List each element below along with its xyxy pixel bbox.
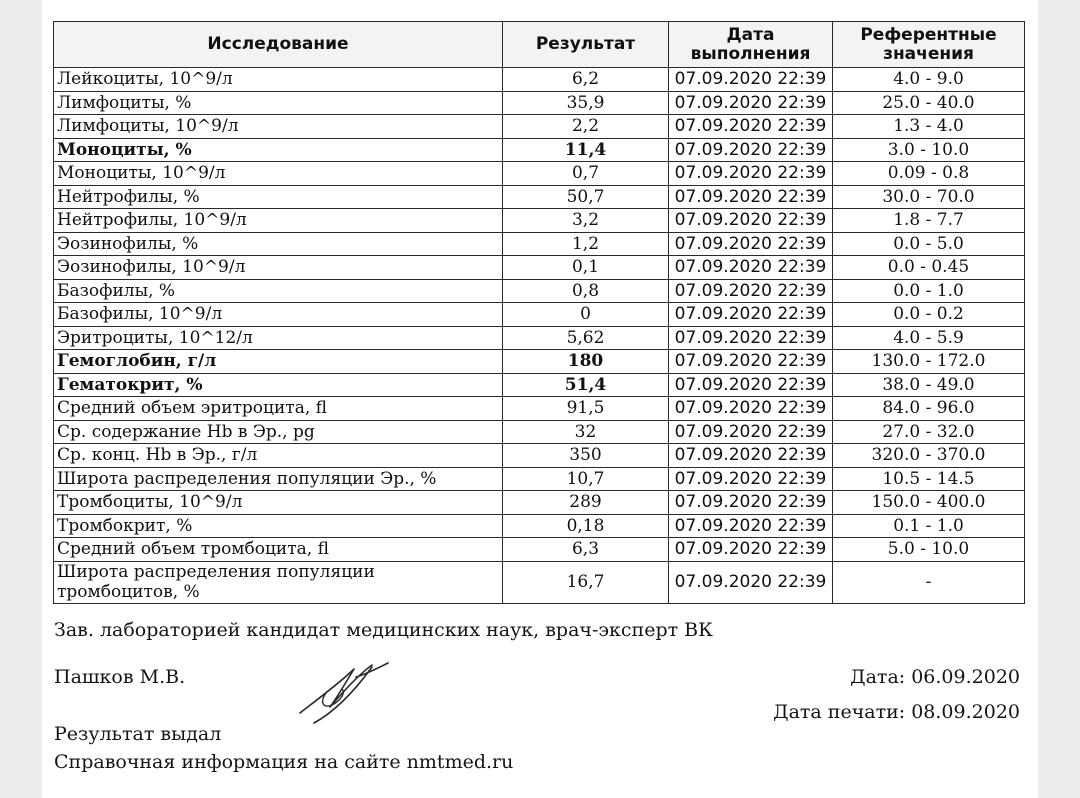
test-date: 07.09.2020 22:39: [669, 91, 833, 115]
issued-by-label: Результат выдал: [54, 723, 222, 745]
test-result: 6,3: [503, 538, 669, 562]
test-reference: 150.0 - 400.0: [833, 491, 1025, 515]
table-row: [54, 279, 1025, 303]
lab-report-page: [42, 0, 1038, 798]
test-date: 07.09.2020 22:39: [669, 420, 833, 444]
test-name: Широта распределения популяции Эр., %: [54, 467, 503, 491]
test-reference: 30.0 - 70.0: [833, 185, 1025, 209]
test-name: Ср. содержание Hb в Эр., pg: [54, 420, 503, 444]
test-date: 07.09.2020 22:39: [669, 350, 833, 374]
doctor-name: Пашков М.В.: [54, 666, 186, 688]
test-name: Средний объем тромбоцита, fl: [54, 538, 503, 562]
test-date: 07.09.2020 22:39: [669, 256, 833, 280]
test-name: Эозинофилы, 10^9/л: [54, 256, 503, 280]
test-reference: 320.0 - 370.0: [833, 444, 1025, 468]
test-reference: 27.0 - 32.0: [833, 420, 1025, 444]
test-result: 0,7: [503, 162, 669, 186]
test-name: Широта распределения популяции тромбоцитов, %: [54, 561, 503, 603]
test-reference: 130.0 - 172.0: [833, 350, 1025, 374]
table-row: [54, 467, 1025, 491]
info-line: Справочная информация на сайте nmtmed.ru: [54, 751, 514, 773]
test-reference: 0.0 - 1.0: [833, 279, 1025, 303]
table-row: [54, 514, 1025, 538]
test-name: Моноциты, %: [54, 138, 503, 162]
test-date: 07.09.2020 22:39: [669, 115, 833, 139]
table-row: [54, 538, 1025, 562]
table-row: [54, 397, 1025, 421]
header-reference: Референтные значения: [833, 22, 1025, 68]
test-reference: 10.5 - 14.5: [833, 467, 1025, 491]
test-result: 350: [503, 444, 669, 468]
table-row: [54, 561, 1025, 603]
test-reference: 1.3 - 4.0: [833, 115, 1025, 139]
test-reference: 0.0 - 5.0: [833, 232, 1025, 256]
test-name: Нейтрофилы, 10^9/л: [54, 209, 503, 233]
test-result: 51,4: [503, 373, 669, 397]
test-name: Лимфоциты, 10^9/л: [54, 115, 503, 139]
test-name: Базофилы, %: [54, 279, 503, 303]
table-row: [54, 115, 1025, 139]
test-name: Моноциты, 10^9/л: [54, 162, 503, 186]
test-result: 2,2: [503, 115, 669, 139]
test-name: Ср. конц. Hb в Эр., г/л: [54, 444, 503, 468]
test-date: 07.09.2020 22:39: [669, 444, 833, 468]
test-reference: 0.09 - 0.8: [833, 162, 1025, 186]
test-reference: 1.8 - 7.7: [833, 209, 1025, 233]
table-row: [54, 303, 1025, 327]
test-result: 0,1: [503, 256, 669, 280]
table-row: [54, 162, 1025, 186]
table-row: [54, 91, 1025, 115]
test-reference: 4.0 - 5.9: [833, 326, 1025, 350]
test-date: 07.09.2020 22:39: [669, 162, 833, 186]
test-date: 07.09.2020 22:39: [669, 209, 833, 233]
test-result: 35,9: [503, 91, 669, 115]
test-date: 07.09.2020 22:39: [669, 491, 833, 515]
test-date: 07.09.2020 22:39: [669, 326, 833, 350]
table-row: [54, 491, 1025, 515]
test-reference: 4.0 - 9.0: [833, 68, 1025, 92]
header-date: Дата выполнения: [669, 22, 833, 68]
test-result: 32: [503, 420, 669, 444]
table-row: [54, 444, 1025, 468]
signature-image: [296, 655, 406, 727]
test-name: Эозинофилы, %: [54, 232, 503, 256]
test-name: Гематокрит, %: [54, 373, 503, 397]
test-name: Гемоглобин, г/л: [54, 350, 503, 374]
test-date: 07.09.2020 22:39: [669, 538, 833, 562]
table-row-out-of-range: [54, 373, 1025, 397]
test-date: 07.09.2020 22:39: [669, 514, 833, 538]
table-row: [54, 68, 1025, 92]
test-result: 180: [503, 350, 669, 374]
table-header-row: [54, 22, 1025, 68]
test-reference: 25.0 - 40.0: [833, 91, 1025, 115]
test-name: Лимфоциты, %: [54, 91, 503, 115]
test-name: Базофилы, 10^9/л: [54, 303, 503, 327]
table-row-out-of-range: [54, 138, 1025, 162]
test-reference: 0.1 - 1.0: [833, 514, 1025, 538]
test-name: Лейкоциты, 10^9/л: [54, 68, 503, 92]
test-result: 0,18: [503, 514, 669, 538]
test-reference: 38.0 - 49.0: [833, 373, 1025, 397]
test-date: 07.09.2020 22:39: [669, 561, 833, 603]
test-result: 6,2: [503, 68, 669, 92]
test-date: 07.09.2020 22:39: [669, 373, 833, 397]
table-row-out-of-range: [54, 350, 1025, 374]
test-result: 10,7: [503, 467, 669, 491]
table-row: [54, 209, 1025, 233]
test-name: Средний объем эритроцита, fl: [54, 397, 503, 421]
test-date: 07.09.2020 22:39: [669, 185, 833, 209]
test-reference: 5.0 - 10.0: [833, 538, 1025, 562]
header-result: Результат: [503, 22, 669, 68]
report-date: Дата: 06.09.2020: [850, 666, 1020, 688]
test-date: 07.09.2020 22:39: [669, 467, 833, 491]
test-name: Эритроциты, 10^12/л: [54, 326, 503, 350]
table-row: [54, 185, 1025, 209]
test-result: 91,5: [503, 397, 669, 421]
test-reference: -: [833, 561, 1025, 603]
test-date: 07.09.2020 22:39: [669, 138, 833, 162]
table-row: [54, 420, 1025, 444]
lab-head-title: Зав. лабораторией кандидат медицинских наук, врач-эксперт ВК: [54, 619, 713, 641]
test-date: 07.09.2020 22:39: [669, 397, 833, 421]
test-date: 07.09.2020 22:39: [669, 303, 833, 327]
test-name: Тромбоциты, 10^9/л: [54, 491, 503, 515]
header-test: Исследование: [54, 22, 503, 68]
table-row: [54, 232, 1025, 256]
test-result: 289: [503, 491, 669, 515]
test-result: 1,2: [503, 232, 669, 256]
test-date: 07.09.2020 22:39: [669, 279, 833, 303]
table-row: [54, 256, 1025, 280]
test-result: 0: [503, 303, 669, 327]
test-result: 0,8: [503, 279, 669, 303]
test-name: Нейтрофилы, %: [54, 185, 503, 209]
test-result: 3,2: [503, 209, 669, 233]
test-reference: 0.0 - 0.2: [833, 303, 1025, 327]
test-reference: 0.0 - 0.45: [833, 256, 1025, 280]
table-row: [54, 326, 1025, 350]
test-reference: 84.0 - 96.0: [833, 397, 1025, 421]
test-result: 5,62: [503, 326, 669, 350]
results-table: [53, 21, 1025, 604]
test-reference: 3.0 - 10.0: [833, 138, 1025, 162]
test-date: 07.09.2020 22:39: [669, 232, 833, 256]
test-result: 16,7: [503, 561, 669, 603]
test-name: Тромбокрит, %: [54, 514, 503, 538]
test-date: 07.09.2020 22:39: [669, 68, 833, 92]
test-result: 50,7: [503, 185, 669, 209]
print-date: Дата печати: 08.09.2020: [773, 701, 1020, 723]
test-result: 11,4: [503, 138, 669, 162]
